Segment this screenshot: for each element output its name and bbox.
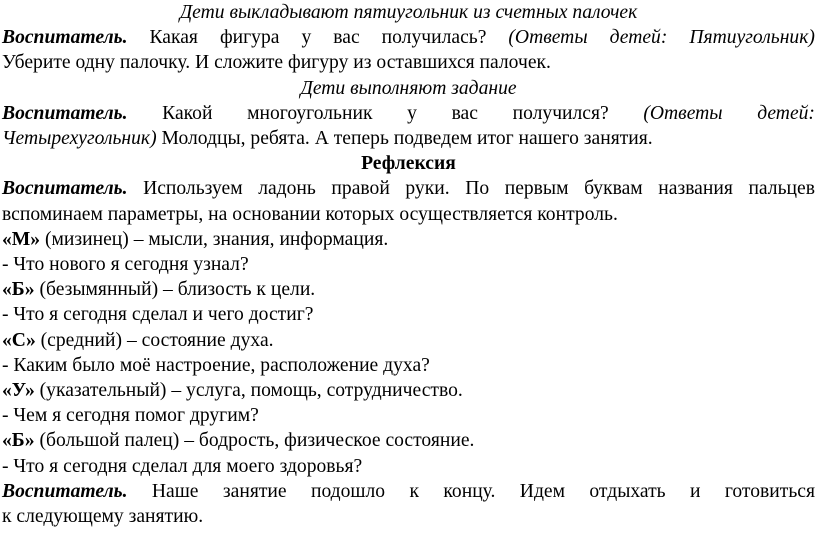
word: у — [407, 102, 417, 124]
finger-letter: «Б» — [2, 430, 35, 452]
finger-letter: «С» — [2, 329, 36, 351]
word: правой — [331, 178, 390, 200]
dialogue-line-5 — [2, 176, 815, 201]
finger-description: (средний) – состояние духа. — [35, 329, 274, 351]
children-answer: Четырехугольник) — [2, 128, 157, 150]
speaker-label: Воспитатель. — [2, 178, 128, 200]
finger-item-1 — [2, 227, 815, 252]
word: получилась? — [381, 27, 487, 49]
word: Идем — [519, 480, 566, 502]
dialogue-line-3 — [2, 101, 815, 126]
dialogue-line-6: вспоминаем параметры, на основании которых осуществляется контроль. — [2, 203, 618, 225]
word: По — [465, 178, 490, 200]
word: многоугольник — [247, 102, 373, 124]
word: фигура — [219, 27, 280, 49]
stage-direction-1: Дети выкладывают пятиугольник из счетных палочек — [179, 2, 638, 23]
word: пальцев — [748, 178, 815, 200]
word: Пятиугольник) — [689, 27, 815, 49]
word: вас — [451, 102, 478, 124]
word: Какой — [162, 102, 213, 124]
word: названия — [658, 178, 733, 200]
finger-description: (большой палец) – бодрость, физическое состояние. — [34, 430, 475, 452]
word: концу. — [443, 480, 496, 502]
word: буквам — [584, 178, 643, 200]
speaker-label: Воспитатель. — [2, 102, 128, 124]
word: готовиться — [724, 480, 815, 502]
finger-letter: «М» — [2, 228, 41, 250]
word: первым — [504, 178, 569, 200]
dialogue-line-1 — [2, 25, 815, 50]
finger-question-1: - Что нового я сегодня узнал? — [2, 254, 249, 276]
finger-question-4: - Чем я сегодня помог другим? — [2, 405, 259, 427]
section-heading: Рефлексия — [361, 153, 456, 175]
speaker-label: Воспитатель. — [2, 27, 128, 49]
stage-direction-2: Дети выполняют задание — [300, 77, 517, 99]
word: руки. — [405, 178, 450, 200]
word: к — [409, 480, 420, 502]
word: отдыхать — [589, 480, 666, 502]
finger-letter: «Б» — [2, 279, 35, 301]
teacher-remark: Молодцы, ребята. А теперь подведем итог нашего занятия. — [156, 128, 653, 150]
word: (Ответы — [643, 102, 723, 124]
word: детей: — [757, 102, 815, 124]
dialogue-line-7 — [2, 479, 815, 504]
word: (Ответы — [508, 27, 588, 49]
finger-item-3 — [2, 328, 815, 353]
finger-item-5 — [2, 428, 815, 453]
finger-item-2 — [2, 277, 815, 302]
finger-description: (мизинец) – мысли, знания, информация. — [40, 228, 389, 250]
dialogue-line-2: Уберите одну палочку. И сложите фигуру из оставшихся палочек. — [2, 52, 551, 74]
word: у — [301, 27, 312, 49]
word: Какая — [149, 27, 198, 49]
finger-question-5: - Что я сегодня сделал для моего здоровья? — [2, 455, 363, 477]
word: подошло — [310, 480, 386, 502]
dialogue-line-8: к следующему занятию. — [2, 506, 204, 528]
word: занятие — [222, 480, 287, 502]
word: детей: — [609, 27, 668, 49]
word: Используем — [143, 178, 243, 200]
word: и — [689, 480, 701, 502]
finger-letter: «У» — [2, 380, 35, 402]
finger-question-2: - Что я сегодня сделал и чего достиг? — [2, 304, 314, 326]
finger-question-3: - Каким было моё настроение, расположение духа? — [2, 354, 430, 376]
dialogue-line-4 — [2, 126, 815, 151]
finger-description: (указательный) – услуга, помощь, сотрудничество. — [34, 380, 463, 402]
finger-item-4 — [2, 378, 815, 403]
word: вас — [333, 27, 360, 49]
word: Наше — [151, 480, 199, 502]
speaker-label: Воспитатель. — [2, 480, 128, 502]
word: ладонь — [258, 178, 316, 200]
finger-description: (безымянный) – близость к цели. — [34, 279, 316, 301]
word: получился? — [512, 102, 609, 124]
